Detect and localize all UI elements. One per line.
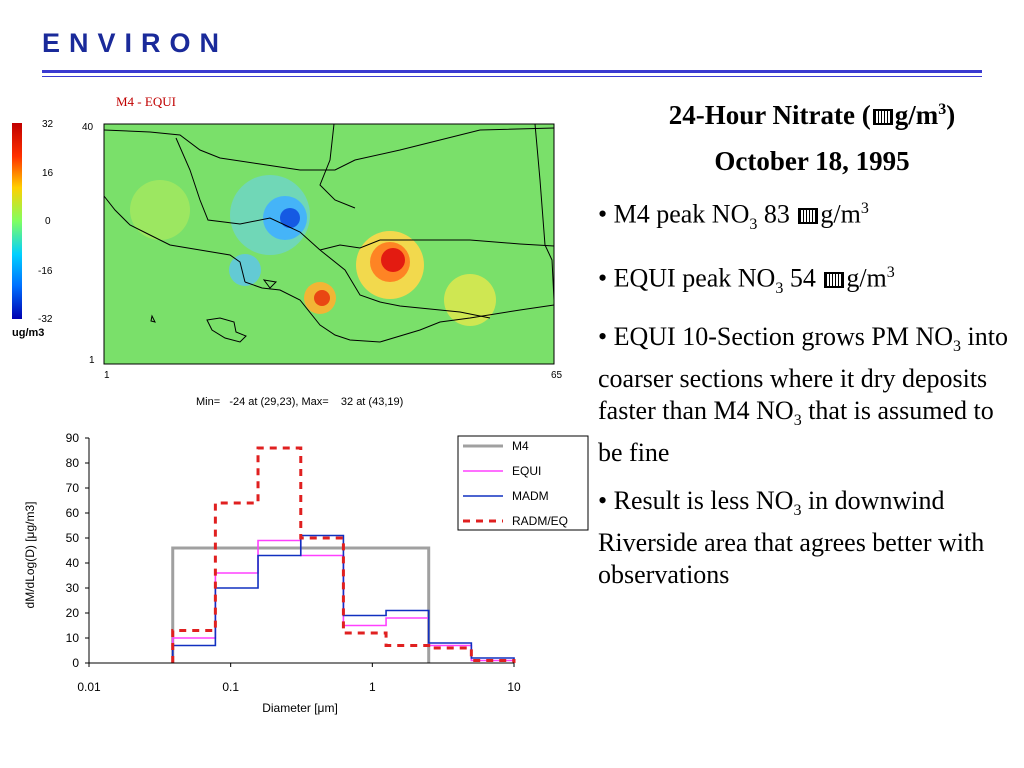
legend	[458, 436, 588, 530]
y-tick-label: 20	[65, 606, 79, 620]
y-tick-label: 10	[65, 631, 79, 645]
title-text-unit: g/m	[894, 100, 939, 130]
bullet-text: • M4 peak NO	[598, 199, 750, 229]
y-tick-label: 40	[65, 556, 79, 570]
bullet-equi-sections	[598, 321, 1016, 469]
slide-date: October 18, 1995	[714, 146, 910, 176]
y-tick-label: 50	[65, 531, 79, 545]
title-text-pre: 24-Hour Nitrate (	[668, 100, 871, 130]
bullet-unit: g/m	[820, 199, 861, 229]
x-tick-label: 1	[368, 680, 376, 694]
para-text: • EQUI 10-Section grows PM NO	[598, 321, 954, 351]
map-title: M4 - EQUI	[116, 94, 176, 109]
map-stats: Min= -24 at (29,23), Max= 32 at (43,19)	[196, 396, 404, 408]
map-y-bottom-label: 1	[89, 355, 95, 366]
y-tick-label: 90	[65, 431, 79, 445]
legend-label: M4	[512, 439, 529, 453]
bullet-equi-peak	[598, 257, 1016, 305]
para-text: that is assumed to be fine	[598, 395, 994, 468]
legend-label: EQUI	[512, 464, 542, 478]
para-sub: 3	[793, 502, 802, 520]
colorbar-tick: 32	[42, 119, 54, 130]
colorbar-tick: 16	[42, 168, 54, 179]
slide-title	[608, 94, 1016, 131]
y-tick-label: 80	[65, 456, 79, 470]
micro-glyph-icon	[824, 272, 844, 288]
legend-label: RADM/EQ	[512, 514, 569, 528]
colorbar-tick: -32	[38, 314, 53, 325]
x-tick-label: 0.1	[222, 680, 240, 694]
x-tick-label: 10	[507, 680, 521, 694]
para-sub: 3	[793, 412, 802, 430]
y-tick-label: 0	[72, 656, 79, 670]
map-x-right-label: 65	[551, 370, 563, 381]
para-text: in downwind Riverside area that agrees better with observations	[598, 486, 985, 590]
bullet-unit: g/m	[846, 263, 887, 293]
bullet-text: • EQUI peak NO	[598, 263, 776, 293]
bullet-m4-peak	[598, 193, 1016, 241]
bullet-sup: 3	[860, 200, 869, 217]
y-axis-label: dM/dLog(D) [μg/m3]	[23, 501, 37, 609]
micro-glyph-icon	[873, 109, 893, 125]
bullet-value: 54	[783, 263, 823, 293]
para-text: • Result is less NO	[598, 486, 794, 516]
bullet-sub: 3	[775, 279, 784, 297]
map-y-top-label: 40	[82, 122, 94, 133]
bullet-result	[598, 485, 1016, 591]
y-tick-label: 30	[65, 581, 79, 595]
legend-label: MADM	[512, 489, 549, 503]
bullet-sup: 3	[886, 263, 895, 281]
x-axis-label: Diameter [μm]	[262, 701, 338, 715]
colorbar-tick: -16	[38, 266, 53, 277]
map-x-left-label: 1	[104, 370, 110, 381]
title-text-end: )	[946, 100, 956, 130]
bullet-sub: 3	[749, 215, 758, 233]
text-panel	[598, 94, 1016, 591]
title-sup: 3	[938, 101, 947, 118]
y-tick-label: 70	[65, 481, 79, 495]
bullet-value: 83	[757, 199, 797, 229]
micro-glyph-icon	[798, 208, 818, 224]
y-axis-ticks	[66, 431, 89, 670]
colorbar-tick: 0	[45, 216, 51, 227]
environ-logo: ENVIRON	[42, 28, 229, 58]
para-text: into coarser sections where it dry deposits faster than M4 NO	[598, 321, 1008, 425]
y-tick-label: 60	[65, 506, 79, 520]
para-sub: 3	[953, 337, 962, 355]
x-axis-ticks	[77, 663, 521, 694]
colorbar-units: ug/m3	[12, 327, 45, 339]
x-tick-label: 0.01	[77, 680, 101, 694]
